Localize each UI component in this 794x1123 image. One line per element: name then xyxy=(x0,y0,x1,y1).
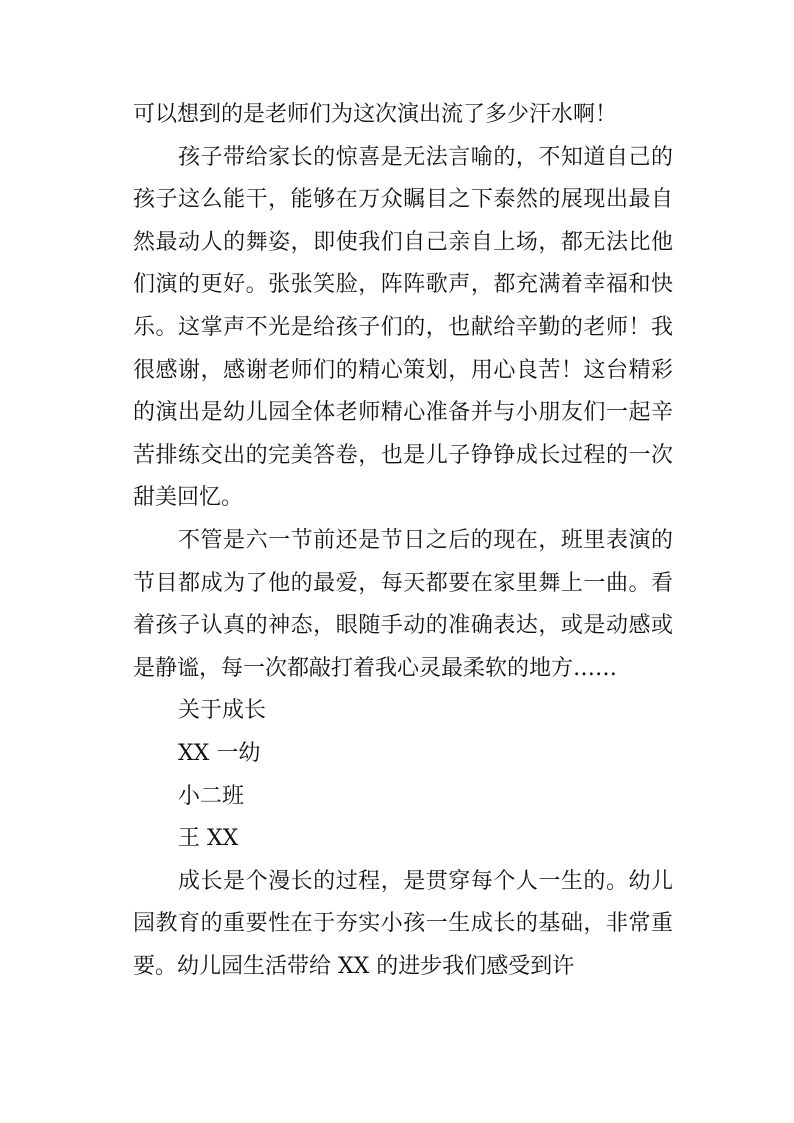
class-name: 小二班 xyxy=(178,783,245,809)
paragraph-surprise: 孩子带给家长的惊喜是无法言喻的，不知道自己的孩子这么能干，能够在万众瞩目之下泰然的展现出最自然最动人的舞姿，即使我们自己亲自上场，都无法比他们演的更好。张张笑脸，阵阵歌声，都充满着幸福和快乐。这掌声不光是给孩子们的，也献给辛勤的老师！我很感谢，感谢老师们的精心策划，用心良苦！这台精彩的演出是幼儿园全体老师精心准备并与小朋友们一起辛苦排练交出的完美答卷，也是儿子铮铮成长过程的一次甜美回忆。 xyxy=(133,144,673,511)
document-body xyxy=(133,94,673,988)
author-name: 王 XX xyxy=(178,826,239,852)
paragraph-continuation: 可以想到的是老师们为这次演出流了多少汗水啊！ xyxy=(133,102,618,127)
school-name: XX 一幼 xyxy=(178,740,261,766)
paragraph-favorite-program: 不管是六一节前还是节日之后的现在，班里表演的节目都成为了他的最爱，每天都要在家里舞上一曲。看着孩子认真的神态，眼随手动的准确表达，或是动感或是静谧，每一次都敲打着我心灵最柔软的地方…… xyxy=(133,527,673,681)
essay-title: 关于成长 xyxy=(178,698,267,724)
paragraph-growth: 成长是个漫长的过程，是贯穿每个人一生的。幼儿园教育的重要性在于夯实小孩一生成长的基础，非常重要。幼儿园生活带给 XX 的进步我们感受到许 xyxy=(133,868,673,979)
